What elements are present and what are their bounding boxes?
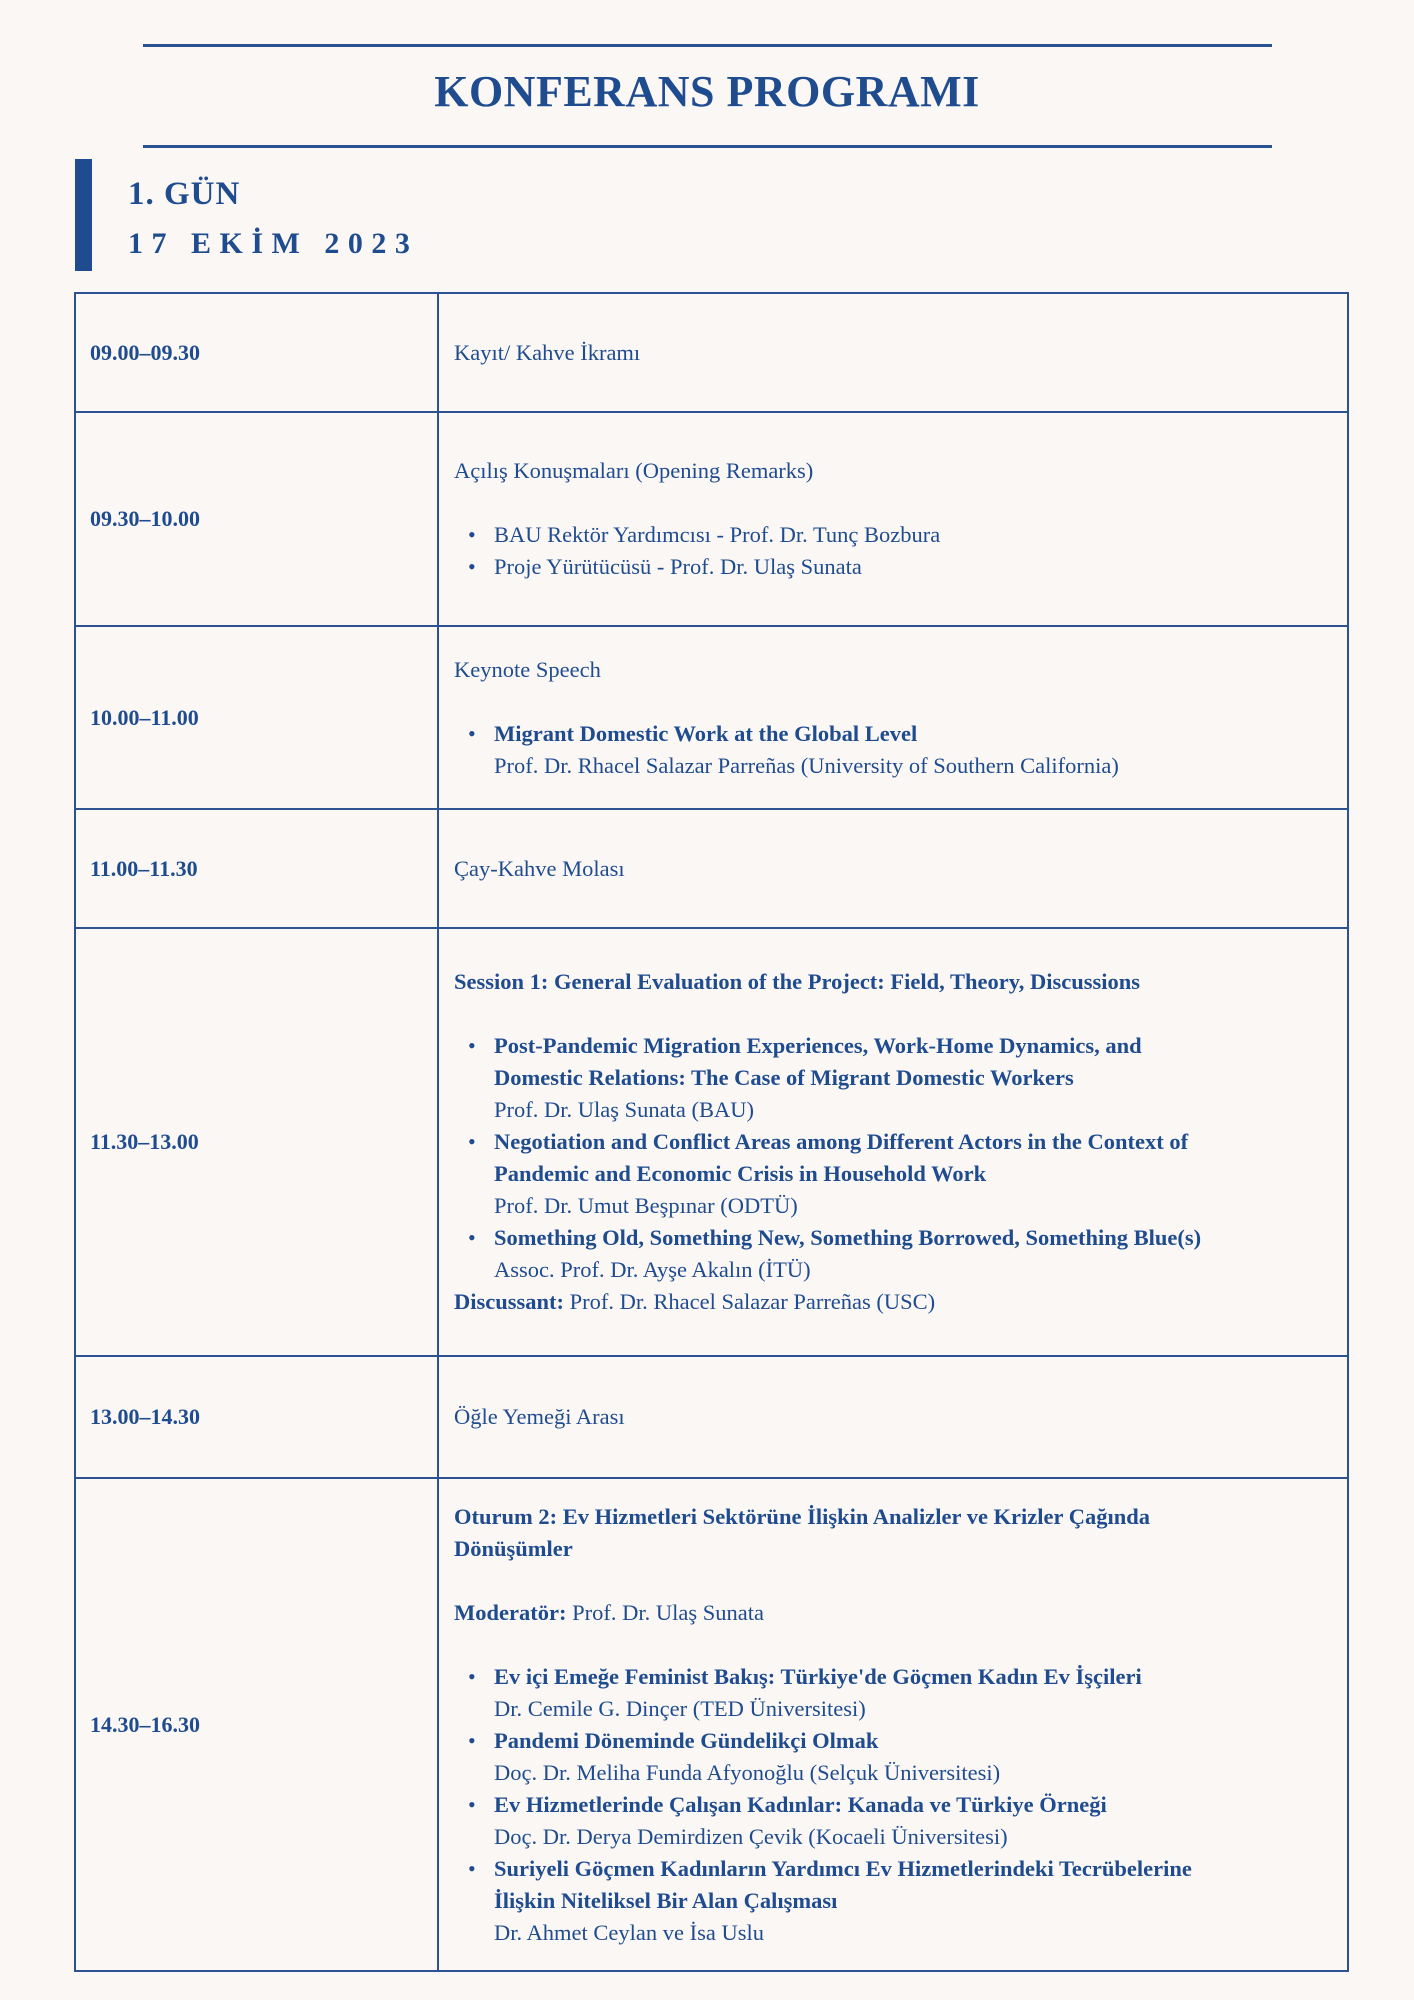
session-heading: Dönüşümler	[454, 1535, 573, 1561]
spacer	[454, 487, 1333, 519]
talk-speaker: Doç. Dr. Derya Demirdizen Çevik (Kocaeli Üniversitesi)	[494, 1823, 1008, 1849]
day-label: 1. GÜN	[128, 176, 241, 212]
bullet-dot-icon: •	[468, 720, 476, 746]
talk-title: Pandemi Döneminde Gündelikçi Olmak	[494, 1727, 879, 1753]
spacer	[454, 998, 1333, 1030]
talk-title: Domestic Relations: The Case of Migrant Domestic Workers	[494, 1065, 1074, 1090]
talk-title: İlişkin Niteliksel Bir Alan Çalışması	[494, 1887, 838, 1913]
bullet-dot-icon: •	[468, 1855, 476, 1881]
talk-item	[454, 1725, 1333, 1789]
talk-speaker: Assoc. Prof. Dr. Ayşe Akalın (İTÜ)	[494, 1257, 811, 1282]
talk-item	[454, 1222, 1333, 1286]
bullet-dot-icon: •	[468, 1129, 476, 1154]
time-cell: 13.00–14.30	[75, 1356, 438, 1478]
bullet-dot-icon: •	[468, 1033, 476, 1058]
schedule-row	[75, 293, 1348, 412]
schedule-row	[75, 1356, 1348, 1478]
moderator-label: Moderatör:	[454, 1599, 567, 1625]
page-title: KONFERANS PROGRAMI	[434, 67, 980, 116]
content-cell	[438, 412, 1348, 626]
talk-speaker: Prof. Dr. Ulaş Sunata (BAU)	[494, 1097, 754, 1122]
talk-list	[454, 1030, 1333, 1286]
time-cell: 11.00–11.30	[75, 809, 438, 928]
bullet-dot-icon: •	[468, 1727, 476, 1753]
date-label: 17 EKİM 2023	[128, 227, 419, 260]
header-bottom-rule	[143, 145, 1272, 148]
talk-item	[454, 1853, 1333, 1949]
list-item	[454, 551, 1333, 583]
schedule-row	[75, 928, 1348, 1356]
talk-item	[454, 1030, 1333, 1126]
talk-title: Ev Hizmetlerinde Çalışan Kadınlar: Kanada ve Türkiye Örneği	[494, 1791, 1107, 1817]
event-heading: Açılış Konuşmaları (Opening Remarks)	[454, 458, 814, 483]
talk-item	[454, 718, 1333, 782]
talk-speaker: Prof. Dr. Umut Beşpınar (ODTÜ)	[494, 1193, 798, 1218]
talk-title: Suriyeli Göçmen Kadınların Yardımcı Ev Hizmetlerindeki Tecrübelerine	[494, 1855, 1192, 1881]
schedule-row	[75, 412, 1348, 626]
bullet-dot-icon: •	[468, 1663, 476, 1689]
event-text: Çay-Kahve Molası	[454, 855, 625, 881]
time-cell: 14.30–16.30	[75, 1478, 438, 1971]
content-cell	[438, 1478, 1348, 1971]
bullet-dot-icon: •	[468, 522, 476, 547]
talk-speaker: Prof. Dr. Rhacel Salazar Parreñas (University of Southern California)	[494, 752, 1119, 778]
talk-title: Negotiation and Conflict Areas among Different Actors in the Context of	[494, 1129, 1189, 1154]
content-cell	[438, 928, 1348, 1356]
content-cell	[438, 626, 1348, 809]
talk-item	[454, 1661, 1333, 1725]
time-cell: 11.30–13.00	[75, 928, 438, 1356]
talk-speaker: Dr. Cemile G. Dinçer (TED Üniversitesi)	[494, 1695, 866, 1721]
session-heading: Session 1: General Evaluation of the Project: Field, Theory, Discussions	[454, 969, 1141, 994]
moderator-name: Prof. Dr. Ulaş Sunata	[572, 1599, 764, 1625]
bullet-dot-icon: •	[468, 1791, 476, 1817]
moderator-line	[454, 1597, 1333, 1629]
discussant-line	[454, 1286, 1333, 1318]
talk-item	[454, 1789, 1333, 1853]
schedule-table	[74, 292, 1349, 1972]
content-cell	[438, 809, 1348, 928]
spacer	[454, 686, 1333, 718]
list-item-text: Proje Yürütücüsü - Prof. Dr. Ulaş Sunata	[494, 554, 862, 579]
time-cell: 09.30–10.00	[75, 412, 438, 626]
discussant-label: Discussant:	[454, 1289, 565, 1314]
schedule-row	[75, 1478, 1348, 1971]
time-cell: 09.00–09.30	[75, 293, 438, 412]
spacer	[454, 1629, 1333, 1661]
talk-title: Something Old, Something New, Something Borrowed, Something Blue(s)	[494, 1225, 1202, 1250]
discussant-name: Prof. Dr. Rhacel Salazar Parreñas (USC)	[569, 1289, 936, 1314]
event-heading: Keynote Speech	[454, 656, 601, 682]
talk-item	[454, 1126, 1333, 1222]
talk-list	[454, 1661, 1333, 1949]
event-text: Kayıt/ Kahve İkramı	[454, 339, 641, 365]
content-cell	[438, 1356, 1348, 1478]
spacer	[454, 1565, 1333, 1597]
list-item-text: BAU Rektör Yardımcısı - Prof. Dr. Tunç Bozbura	[494, 522, 941, 547]
list-item	[454, 519, 1333, 551]
bullet-dot-icon: •	[468, 554, 476, 579]
schedule-row	[75, 626, 1348, 809]
event-text: Öğle Yemeği Arası	[454, 1404, 625, 1429]
header-top-rule	[143, 44, 1272, 47]
schedule-row	[75, 809, 1348, 928]
talk-list	[454, 718, 1333, 782]
talk-speaker: Dr. Ahmet Ceylan ve İsa Uslu	[494, 1919, 764, 1945]
day-accent-bar	[75, 159, 92, 271]
time-cell: 10.00–11.00	[75, 626, 438, 809]
content-cell	[438, 293, 1348, 412]
speaker-list	[454, 519, 1333, 583]
session-heading: Oturum 2: Ev Hizmetleri Sektörüne İlişkin Analizler ve Krizler Çağında	[454, 1503, 1150, 1529]
talk-title: Migrant Domestic Work at the Global Level	[494, 720, 918, 746]
talk-title: Pandemic and Economic Crisis in Household Work	[494, 1161, 987, 1186]
talk-title: Ev içi Emeğe Feminist Bakış: Türkiye'de Göçmen Kadın Ev İşçileri	[494, 1663, 1142, 1689]
talk-title: Post-Pandemic Migration Experiences, Work-Home Dynamics, and	[494, 1033, 1142, 1058]
bullet-dot-icon: •	[468, 1225, 476, 1250]
talk-speaker: Doç. Dr. Meliha Funda Afyonoğlu (Selçuk Üniversitesi)	[494, 1759, 1001, 1785]
